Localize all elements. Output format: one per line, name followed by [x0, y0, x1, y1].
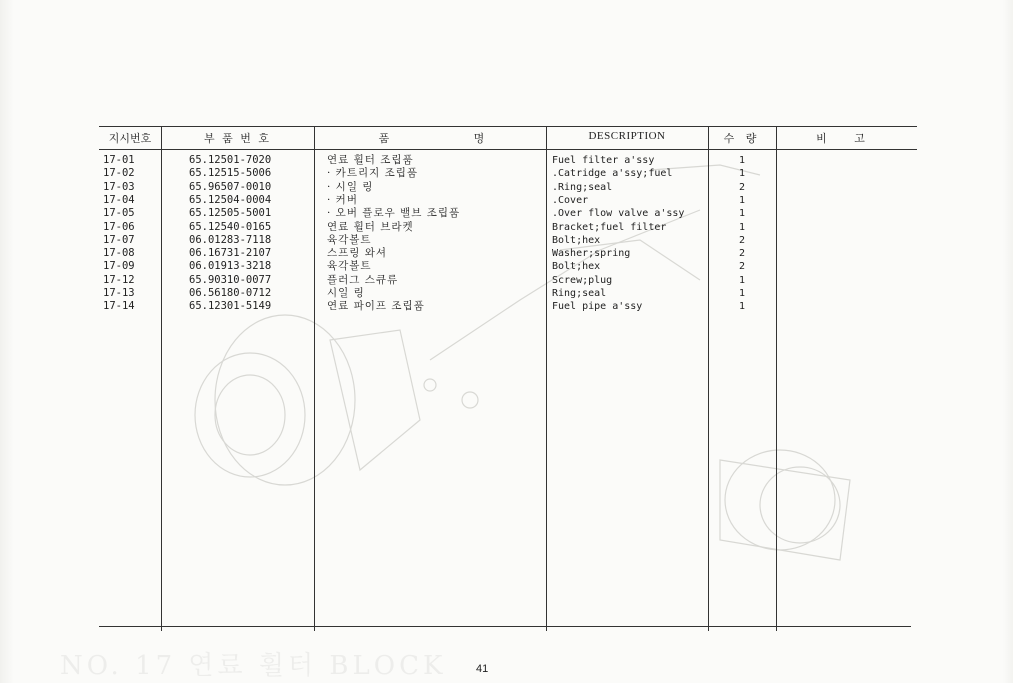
header-bottom-rule	[99, 149, 917, 150]
row-description: Screw;plug	[552, 274, 613, 286]
table-row	[99, 207, 917, 220]
row-part-number: 65.12540-0165	[189, 220, 272, 233]
row-part-name: 육각볼트	[327, 260, 372, 273]
row-index: 17-03	[103, 180, 135, 193]
row-description: .Cover	[552, 194, 589, 206]
row-quantity: 1	[738, 208, 746, 220]
table-row	[99, 194, 917, 207]
row-quantity: 2	[738, 234, 746, 246]
row-part-name: · 카트리지 조립품	[327, 167, 419, 180]
row-quantity: 2	[738, 248, 746, 260]
row-index: 17-13	[103, 287, 135, 299]
row-part-number: 06.56180-0712	[189, 287, 272, 299]
table-row	[99, 300, 917, 313]
table-bottom-rule	[99, 626, 911, 627]
header-remarks: 비 고	[816, 132, 877, 145]
table-row	[99, 260, 917, 273]
row-quantity: 1	[738, 221, 746, 233]
row-part-number: 65.90310-0077	[189, 273, 272, 286]
row-part-name: · 오버 플로우 밸브 조립품	[327, 207, 461, 220]
row-description: .Catridge a'ssy;fuel	[552, 168, 673, 180]
bleed-through-title: NO. 17 연료 휠터 BLOCK	[60, 651, 447, 681]
row-description: Bolt;hex	[552, 234, 601, 246]
table-row	[99, 234, 917, 247]
row-part-number: 65.12504-0004	[189, 193, 272, 206]
row-part-name: 육각볼트	[327, 233, 372, 246]
table-row	[99, 221, 917, 234]
row-quantity: 1	[738, 155, 746, 166]
row-part-name: · 커버	[327, 193, 358, 206]
row-index: 17-04	[103, 193, 135, 206]
row-part-number: 06.01283-7118	[189, 233, 272, 246]
table-row	[99, 167, 917, 180]
row-part-number: 65.96507-0010	[189, 180, 272, 193]
row-index: 17-09	[103, 260, 135, 273]
row-index: 17-02	[103, 167, 135, 180]
row-description: .Over flow valve a'ssy	[552, 208, 685, 220]
row-description: Washer;spring	[552, 248, 631, 260]
row-part-number: 65.12501-7020	[189, 154, 272, 166]
page-number: 41	[476, 663, 489, 675]
header-name-left: 품	[378, 132, 390, 145]
row-part-number: 65.12515-5006	[189, 167, 272, 180]
row-part-number: 65.12301-5149	[189, 300, 272, 313]
row-description: .Ring;seal	[552, 181, 613, 193]
row-description: Bracket;fuel filter	[552, 221, 667, 233]
row-quantity: 2	[738, 181, 746, 193]
header-quantity: 수 량	[723, 132, 761, 145]
row-quantity: 1	[738, 301, 746, 313]
row-quantity: 1	[738, 274, 746, 286]
row-part-name: 플러그 스큐류	[327, 273, 399, 286]
row-quantity: 2	[738, 261, 746, 273]
row-index: 17-05	[103, 207, 135, 220]
table-top-rule	[99, 126, 917, 127]
row-description: Bolt;hex	[552, 261, 601, 273]
row-part-number: 65.12505-5001	[189, 207, 272, 220]
row-index: 17-01	[103, 154, 135, 166]
header-part-number: 부 품 번 호	[204, 132, 271, 145]
parts-table	[99, 126, 917, 631]
table-row	[99, 181, 917, 194]
row-part-name: 연료 휠터 브라켓	[327, 220, 414, 233]
row-part-number: 06.16731-2107	[189, 247, 272, 260]
header-description: DESCRIPTION	[588, 130, 666, 142]
row-description: Ring;seal	[552, 288, 607, 299]
row-part-name: · 시일 링	[327, 180, 374, 193]
header-name-right: 명	[473, 132, 485, 145]
row-index: 17-08	[103, 247, 135, 260]
row-quantity: 1	[738, 168, 746, 180]
row-quantity: 1	[738, 288, 746, 299]
row-index: 17-14	[103, 300, 135, 313]
table-row	[99, 287, 917, 300]
table-row	[99, 274, 917, 287]
row-description: Fuel pipe a'ssy	[552, 301, 643, 313]
row-part-name: 스프링 와셔	[327, 247, 388, 260]
row-part-name: 연료 휠터 조립품	[327, 154, 414, 166]
row-part-number: 06.01913-3218	[189, 260, 272, 273]
row-part-name: 시일 링	[327, 287, 365, 299]
row-part-name: 연료 파이프 조립품	[327, 300, 425, 313]
row-description: Fuel filter a'ssy	[552, 155, 655, 166]
row-index: 17-06	[103, 220, 135, 233]
table-row	[99, 154, 917, 167]
row-quantity: 1	[738, 194, 746, 206]
row-index: 17-12	[103, 273, 135, 286]
row-index: 17-07	[103, 233, 135, 246]
header-index: 지시번호	[108, 132, 152, 145]
table-row	[99, 247, 917, 260]
